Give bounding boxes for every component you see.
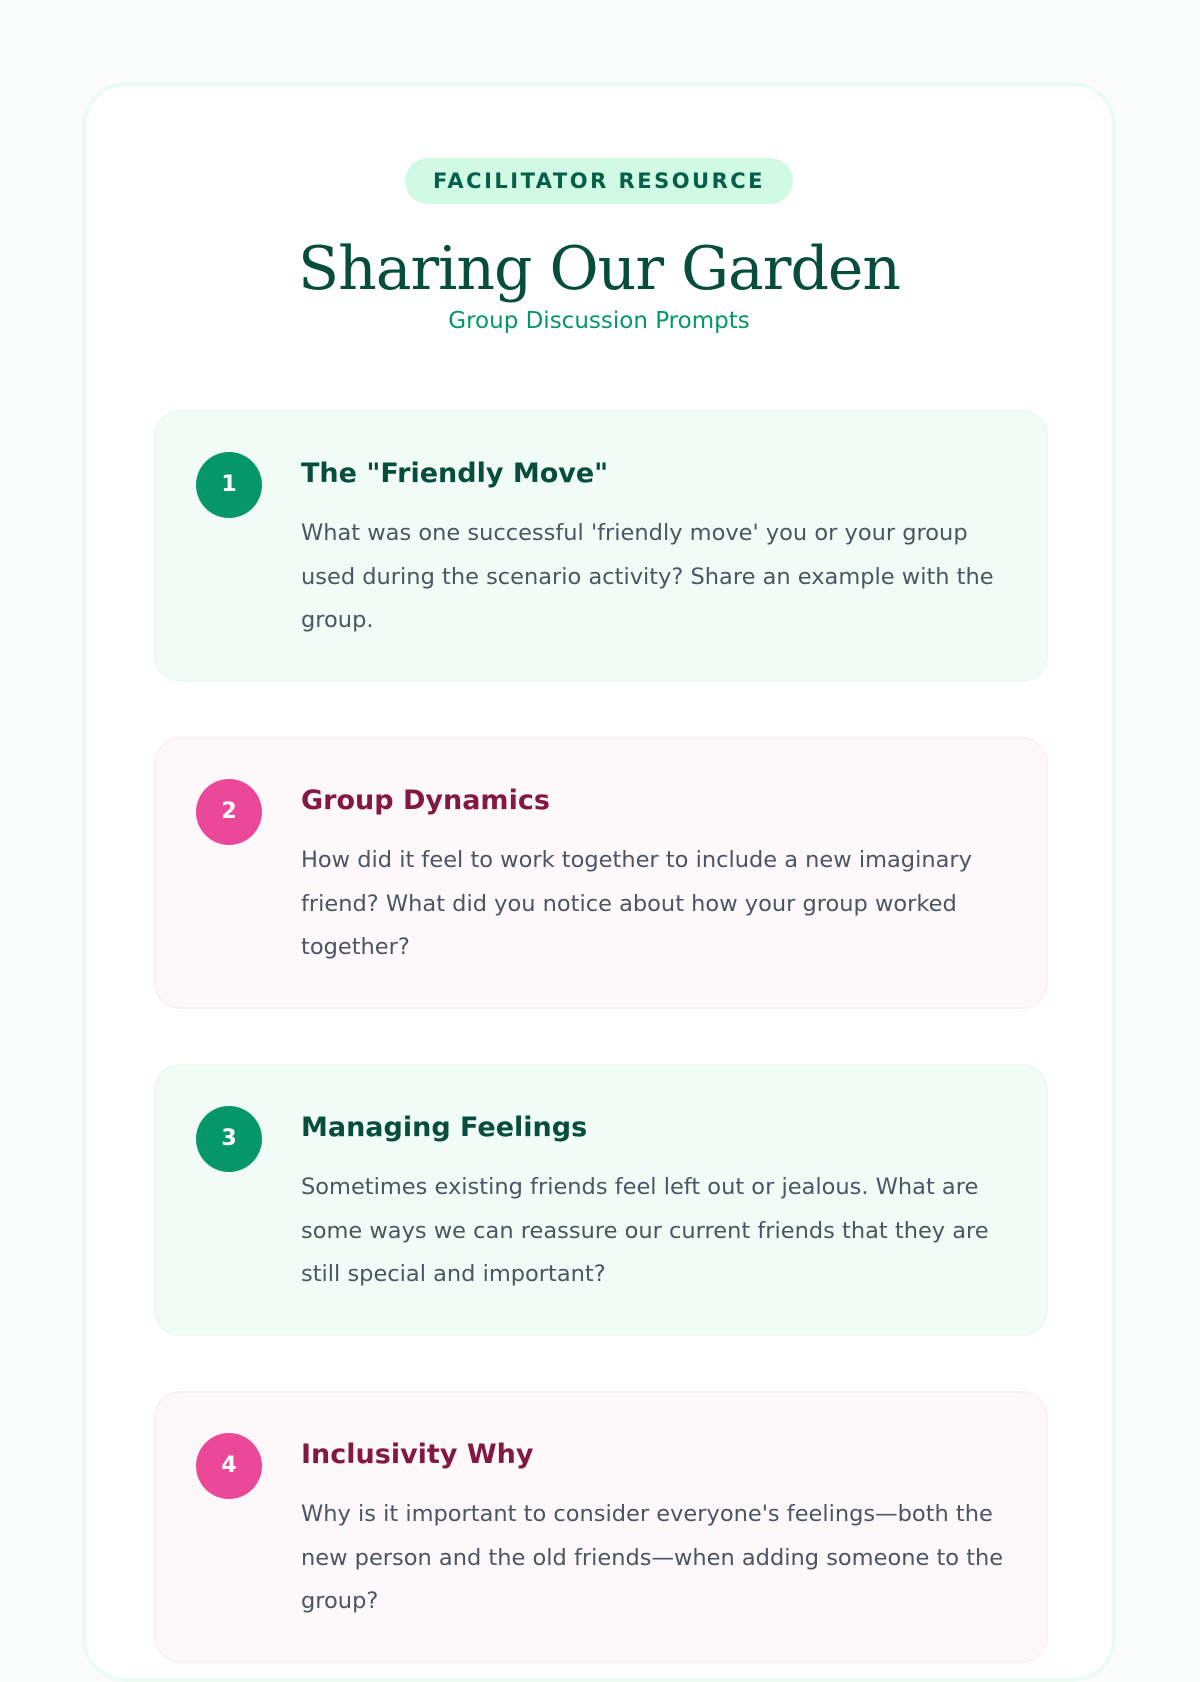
prompt-card-1 (154, 410, 1048, 682)
page-title: Sharing Our Garden (297, 234, 901, 304)
prompt-body: How did it feel to work together to include a new imaginary friend? What did you notice about how your group worked together? (301, 847, 972, 960)
prompt-title: The "Friendly Move" (301, 458, 609, 489)
prompt-title: Inclusivity Why (301, 1439, 534, 1470)
prompt-card-4 (154, 1391, 1048, 1663)
facilitator-badge: FACILITATOR RESOURCE (405, 158, 793, 204)
discussion-card (82, 82, 1116, 1682)
prompt-card-3 (154, 1064, 1048, 1336)
prompt-title: Group Dynamics (301, 785, 550, 816)
prompt-body: What was one successful 'friendly move' you or your group used during the scenario activity? Share an example with the group. (301, 520, 994, 633)
prompt-body: Why is it important to consider everyone's feelings—both the new person and the old friends—when adding someone to the group? (301, 1501, 1004, 1614)
header (86, 158, 1112, 336)
prompt-number-badge: 3 (196, 1106, 262, 1172)
prompt-card-2 (154, 737, 1048, 1009)
prompt-title: Managing Feelings (301, 1112, 588, 1143)
page-subtitle: Group Discussion Prompts (448, 308, 750, 334)
prompt-number-badge: 1 (196, 452, 262, 518)
prompt-number-badge: 2 (196, 779, 262, 845)
prompt-number-badge: 4 (196, 1433, 262, 1499)
prompt-body: Sometimes existing friends feel left out or jealous. What are some ways we can reassure our current friends that they are still special and important? (301, 1174, 989, 1287)
